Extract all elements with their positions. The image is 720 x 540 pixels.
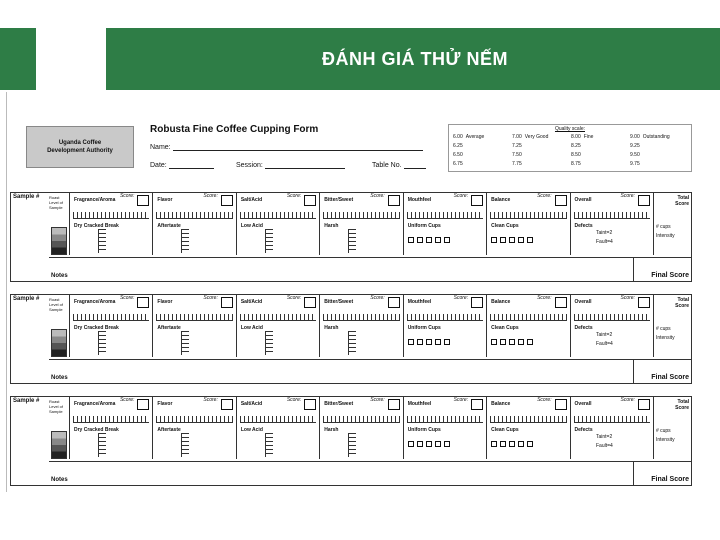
sub-label: Harsh xyxy=(324,427,339,433)
score-box[interactable] xyxy=(555,399,567,410)
score-scale[interactable] xyxy=(156,212,232,219)
defect-values xyxy=(596,229,613,247)
sub-label: Low Acid xyxy=(240,427,263,433)
sub-label: Clean Cups xyxy=(491,325,519,331)
score-label: Score: xyxy=(119,397,135,403)
attr-name: Balance xyxy=(491,197,511,203)
scale-row: 6.75 7.75 8.75 9.75 xyxy=(453,161,640,167)
score-label: Score: xyxy=(203,295,218,301)
scale-row: 6.25 7.25 8.25 9.25 xyxy=(453,143,640,149)
score-box[interactable] xyxy=(304,195,316,206)
score-label: Score: xyxy=(286,193,302,199)
session-label: Session: xyxy=(236,162,263,169)
date-field[interactable] xyxy=(150,162,214,169)
score-label: Score: xyxy=(620,397,635,403)
intensity-scale[interactable] xyxy=(98,331,106,355)
attr-col xyxy=(236,193,319,255)
attr-name: Salt/Acid xyxy=(240,197,263,203)
attr-col xyxy=(403,193,486,255)
attr-col xyxy=(236,295,319,357)
score-scale[interactable] xyxy=(407,212,483,219)
score-scale[interactable] xyxy=(240,416,316,423)
roast-color-swatch xyxy=(51,431,67,459)
score-scale[interactable] xyxy=(323,416,399,423)
slide-banner xyxy=(0,28,720,90)
sub-label: Dry Cracked Break xyxy=(74,223,119,229)
sub-label: Clean Cups xyxy=(491,427,519,433)
taint-label: Taint=2 xyxy=(596,434,613,440)
total-col xyxy=(653,295,691,357)
attr-name: Flavor xyxy=(157,197,173,203)
sample-label: Sample # xyxy=(13,296,40,302)
table-field[interactable] xyxy=(372,162,426,169)
intensity-label: Intensity xyxy=(655,437,675,443)
sub-label: Defects xyxy=(574,325,593,331)
intensity-label: Intensity xyxy=(655,233,675,239)
org-name-line1: Uganda Coffee xyxy=(58,140,102,146)
attr-col xyxy=(69,193,152,255)
score-scale[interactable] xyxy=(156,314,232,321)
sub-label: Aftertaste xyxy=(157,223,181,229)
quality-scale-header: Quality scale: xyxy=(554,126,585,132)
sub-label: Dry Cracked Break xyxy=(74,427,119,433)
attr-col xyxy=(403,295,486,357)
taint-fault xyxy=(656,223,675,241)
name-label: Name: xyxy=(150,144,171,151)
score-label: Score: xyxy=(453,397,469,403)
score-scale[interactable] xyxy=(574,416,650,423)
score-scale[interactable] xyxy=(490,212,566,219)
taint-fault xyxy=(656,427,675,445)
date-label: Date: xyxy=(150,162,167,169)
sub-label: Low Acid xyxy=(240,223,263,229)
uniform-cups[interactable] xyxy=(408,339,450,345)
uniform-cups[interactable] xyxy=(408,237,450,243)
banner-notch xyxy=(36,28,106,90)
final-score-label: Final Score xyxy=(651,476,689,483)
total-col xyxy=(653,193,691,255)
score-box[interactable] xyxy=(638,399,650,410)
taint-label: Taint=2 xyxy=(596,332,613,338)
intensity-scale[interactable] xyxy=(265,331,273,355)
sub-label: Harsh xyxy=(324,325,339,331)
attr-name: Mouthfeel xyxy=(407,401,432,407)
sub-label: Defects xyxy=(574,223,593,229)
clean-cups[interactable] xyxy=(491,339,533,345)
sub-label: Aftertaste xyxy=(157,427,181,433)
score-scale[interactable] xyxy=(323,212,399,219)
total-score-label: Total Score xyxy=(675,297,690,309)
cups-label: # cups xyxy=(655,428,671,434)
score-label: Score: xyxy=(620,193,635,199)
score-box[interactable] xyxy=(555,297,567,308)
total-score-label: Total Score xyxy=(675,399,690,411)
notes-label: Notes xyxy=(51,375,68,381)
score-label: Score: xyxy=(620,295,635,301)
fault-label: Fault=4 xyxy=(596,239,613,245)
cups-label: # cups xyxy=(655,326,671,332)
score-box[interactable] xyxy=(388,399,400,410)
fault-label: Fault=4 xyxy=(596,443,613,449)
attr-name: Flavor xyxy=(157,401,173,407)
score-scale[interactable] xyxy=(407,314,483,321)
score-box[interactable] xyxy=(388,297,400,308)
intensity-scale[interactable] xyxy=(98,229,106,253)
attr-col xyxy=(69,295,152,357)
quality-scale xyxy=(448,124,692,172)
attr-name: Bitter/Sweet xyxy=(324,299,354,305)
score-box[interactable] xyxy=(471,297,483,308)
score-scale[interactable] xyxy=(240,314,316,321)
attr-name: Fragrance/Aroma xyxy=(74,401,116,407)
notes-row[interactable] xyxy=(49,257,691,281)
score-box[interactable] xyxy=(471,399,483,410)
attr-name: Fragrance/Aroma xyxy=(74,299,116,305)
score-label: Score: xyxy=(119,295,135,301)
sample-label: Sample # xyxy=(13,194,40,200)
notes-row[interactable] xyxy=(49,359,691,383)
score-label: Score: xyxy=(370,193,385,199)
total-col xyxy=(653,397,691,459)
attr-col xyxy=(403,397,486,459)
attr-name: Overall xyxy=(574,299,592,305)
score-label: Score: xyxy=(286,397,302,403)
score-label: Score: xyxy=(370,397,385,403)
score-label: Score: xyxy=(537,397,552,403)
score-label: Score: xyxy=(453,193,469,199)
form-title: Robusta Fine Coffee Cupping Form xyxy=(150,124,319,135)
score-scale[interactable] xyxy=(574,314,650,321)
intensity-scale[interactable] xyxy=(348,433,356,457)
name-field[interactable] xyxy=(150,144,423,151)
score-label: Score: xyxy=(537,295,552,301)
score-scale[interactable] xyxy=(73,416,149,423)
sample-block xyxy=(10,396,692,486)
uniform-cups[interactable] xyxy=(408,441,450,447)
org-logo-box xyxy=(26,126,134,168)
sub-label: Aftertaste xyxy=(157,325,181,331)
sub-label: Defects xyxy=(574,427,593,433)
org-name-line2: Development Authority xyxy=(47,148,113,154)
attr-col xyxy=(152,193,235,255)
score-label: Score: xyxy=(203,397,218,403)
scale-row: 6.00 Average 7.00 Very Good 8.00 Fine 9.00 Outstanding xyxy=(453,134,670,140)
score-label: Score: xyxy=(453,295,469,301)
sub-label: Low Acid xyxy=(240,325,263,331)
attr-name: Fragrance/Aroma xyxy=(74,197,116,203)
intensity-scale[interactable] xyxy=(181,331,189,355)
attr-name: Mouthfeel xyxy=(407,197,432,203)
slide-title: ĐÁNH GIÁ THỬ NẾM xyxy=(322,49,508,69)
score-label: Score: xyxy=(203,193,218,199)
score-label: Score: xyxy=(119,193,135,199)
date-line xyxy=(169,162,214,169)
cupping-form xyxy=(10,108,692,492)
score-scale[interactable] xyxy=(156,416,232,423)
score-box[interactable] xyxy=(638,297,650,308)
attr-col xyxy=(486,295,569,357)
score-box[interactable] xyxy=(388,195,400,206)
score-box[interactable] xyxy=(137,297,149,308)
total-score-label: Total Score xyxy=(675,195,690,207)
sample-block xyxy=(10,192,692,282)
defect-values xyxy=(596,433,613,451)
attr-col xyxy=(152,397,235,459)
score-box[interactable] xyxy=(638,195,650,206)
attr-col xyxy=(319,295,402,357)
sub-label: Uniform Cups xyxy=(407,427,441,433)
score-box[interactable] xyxy=(221,195,233,206)
clean-cups[interactable] xyxy=(491,441,533,447)
attr-name: Overall xyxy=(574,401,592,407)
final-score-label: Final Score xyxy=(651,374,689,381)
score-box[interactable] xyxy=(137,195,149,206)
notes-row[interactable] xyxy=(49,461,691,485)
sub-label: Clean Cups xyxy=(491,223,519,229)
score-box[interactable] xyxy=(555,195,567,206)
cups-label: # cups xyxy=(655,224,671,230)
notes-label: Notes xyxy=(51,477,68,483)
attr-name: Overall xyxy=(574,197,592,203)
attr-col xyxy=(152,295,235,357)
roast-color-swatch xyxy=(51,329,67,357)
session-field[interactable] xyxy=(236,162,345,169)
attr-name: Salt/Acid xyxy=(240,401,263,407)
attr-col xyxy=(486,397,569,459)
sample-label: Sample # xyxy=(13,398,40,404)
score-scale[interactable] xyxy=(490,314,566,321)
intensity-scale[interactable] xyxy=(98,433,106,457)
attr-name: Flavor xyxy=(157,299,173,305)
score-scale[interactable] xyxy=(73,212,149,219)
score-scale[interactable] xyxy=(323,314,399,321)
session-line xyxy=(265,162,345,169)
attr-col xyxy=(236,397,319,459)
clean-cups[interactable] xyxy=(491,237,533,243)
score-box[interactable] xyxy=(304,297,316,308)
attr-col xyxy=(319,397,402,459)
attr-col xyxy=(69,397,152,459)
scale-row: 6.50 7.50 8.50 9.50 xyxy=(453,152,640,158)
left-divider xyxy=(6,92,7,492)
score-scale[interactable] xyxy=(490,416,566,423)
roast-level-label: Roast Level of Sample xyxy=(49,195,64,210)
intensity-scale[interactable] xyxy=(265,433,273,457)
attr-name: Balance xyxy=(491,401,511,407)
final-score-label: Final Score xyxy=(651,272,689,279)
score-label: Score: xyxy=(286,295,302,301)
roast-color-swatch xyxy=(51,227,67,255)
score-box[interactable] xyxy=(221,399,233,410)
attr-name: Mouthfeel xyxy=(407,299,432,305)
attr-name: Bitter/Sweet xyxy=(324,197,354,203)
score-scale[interactable] xyxy=(574,212,650,219)
score-label: Score: xyxy=(537,193,552,199)
intensity-scale[interactable] xyxy=(265,229,273,253)
score-box[interactable] xyxy=(471,195,483,206)
table-line xyxy=(404,162,426,169)
intensity-scale[interactable] xyxy=(348,229,356,253)
score-box[interactable] xyxy=(221,297,233,308)
name-line xyxy=(173,144,423,151)
intensity-scale[interactable] xyxy=(181,433,189,457)
score-scale[interactable] xyxy=(407,416,483,423)
attr-col xyxy=(319,193,402,255)
table-label: Table No. xyxy=(372,162,402,169)
score-box[interactable] xyxy=(137,399,149,410)
sub-label: Harsh xyxy=(324,223,339,229)
fault-label: Fault=4 xyxy=(596,341,613,347)
sample-block xyxy=(10,294,692,384)
sub-label: Uniform Cups xyxy=(407,325,441,331)
attr-name: Balance xyxy=(491,299,511,305)
intensity-scale[interactable] xyxy=(348,331,356,355)
taint-fault xyxy=(656,325,675,343)
score-scale[interactable] xyxy=(240,212,316,219)
attr-col xyxy=(486,193,569,255)
intensity-scale[interactable] xyxy=(181,229,189,253)
score-box[interactable] xyxy=(304,399,316,410)
attr-name: Salt/Acid xyxy=(240,299,263,305)
attr-name: Bitter/Sweet xyxy=(324,401,354,407)
roast-level-label: Roast Level of Sample xyxy=(49,399,64,414)
score-label: Score: xyxy=(370,295,385,301)
defect-values xyxy=(596,331,613,349)
notes-label: Notes xyxy=(51,273,68,279)
sub-label: Dry Cracked Break xyxy=(74,325,119,331)
score-scale[interactable] xyxy=(73,314,149,321)
taint-label: Taint=2 xyxy=(596,230,613,236)
roast-level-label: Roast Level of Sample xyxy=(49,297,64,312)
sub-label: Uniform Cups xyxy=(407,223,441,229)
intensity-label: Intensity xyxy=(655,335,675,341)
